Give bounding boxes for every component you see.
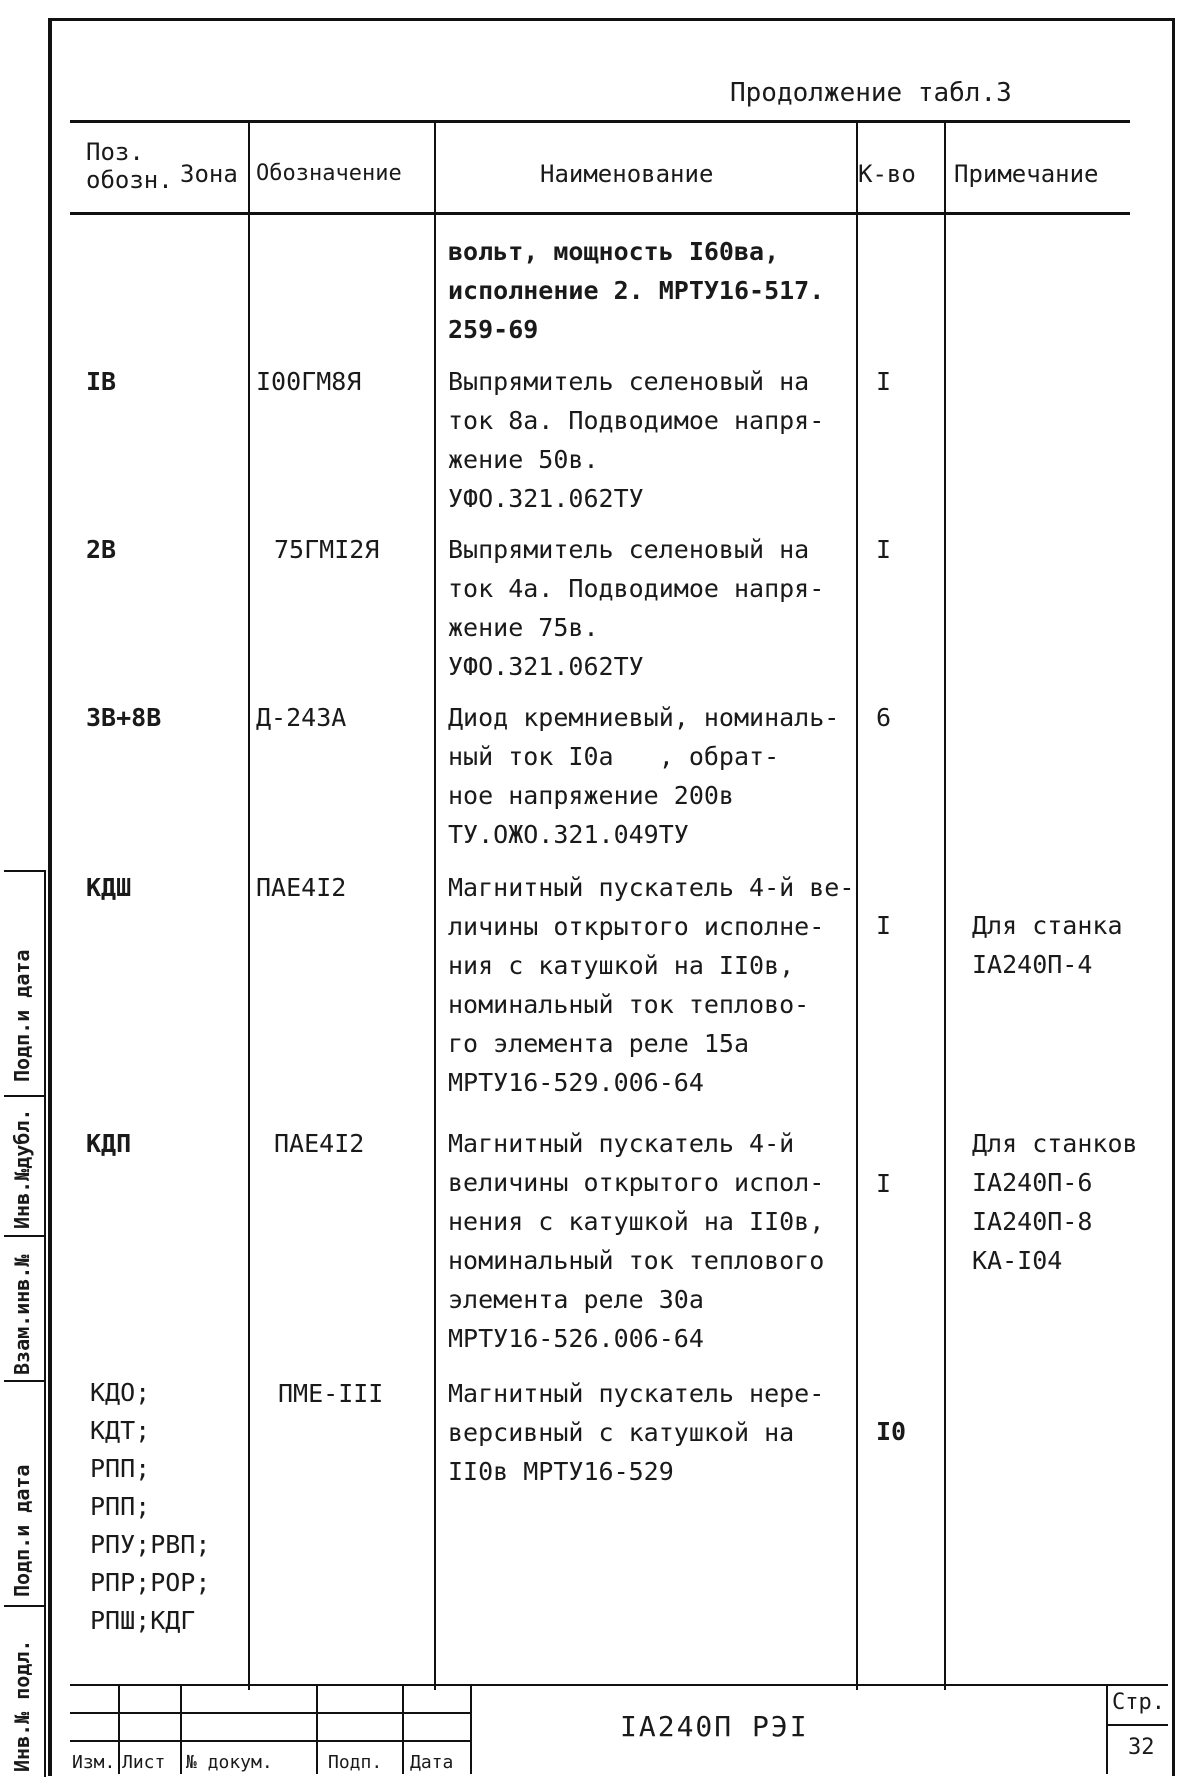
header-note: Примечание bbox=[954, 160, 1099, 188]
row-4-qty: I bbox=[876, 911, 892, 940]
col-divider-name bbox=[856, 120, 858, 1690]
header-bottom-border bbox=[70, 212, 1130, 215]
stamp-col-5 bbox=[470, 1684, 472, 1774]
row-1-name: Выпрямитель селеновый на ток 8а. Подводимое напря- жение 50в. УФО.321.062ТУ bbox=[448, 367, 825, 513]
row-1-qty: I bbox=[876, 367, 892, 396]
row-3-name: Диод кремниевый, номиналь- ный ток I0а , обрат- ное напряжение 200в ТУ.ОЖО.321.049ТУ bbox=[448, 703, 840, 849]
stamp-col-2 bbox=[180, 1684, 182, 1774]
stamp-row-line-1 bbox=[70, 1712, 470, 1714]
table-top-border bbox=[70, 120, 1130, 123]
side-label-sign-date-1: Подп.и дата bbox=[10, 1464, 34, 1597]
stamp-label-sheet: Лист bbox=[122, 1752, 166, 1773]
header-name: Наименование bbox=[540, 160, 714, 188]
stamp-col-1 bbox=[118, 1684, 120, 1774]
side-cell-dup bbox=[4, 1095, 46, 1237]
stamp-label-change: Изм. bbox=[72, 1752, 116, 1773]
row-2-pos: 2B bbox=[86, 535, 117, 564]
header-zone: Зона bbox=[180, 160, 238, 188]
side-cell-sign-date-2 bbox=[4, 870, 46, 1097]
page-number: 32 bbox=[1128, 1735, 1155, 1760]
header-designation: Обозначение bbox=[256, 161, 402, 186]
page-label: Стр. bbox=[1112, 1690, 1165, 1715]
row-4-designation: ПАЕ4I2 bbox=[256, 873, 347, 902]
side-label-orig: Инв.№ подл. bbox=[10, 1639, 34, 1772]
row-4-note: Для станка IА240П-4 bbox=[972, 911, 1123, 979]
header-pos: Поз. обозн. bbox=[86, 138, 173, 194]
header-qty: К-во bbox=[858, 160, 916, 188]
row-1-designation: I00ГМ8Я bbox=[256, 367, 362, 396]
row-3-pos: 3B+8B bbox=[86, 703, 162, 732]
row-3-designation: Д-243А bbox=[256, 703, 347, 732]
row-2-designation: 75ГМI2Я bbox=[274, 535, 380, 564]
side-cell-orig bbox=[4, 1605, 46, 1777]
row-4-name: Магнитный пускатель 4-й ве- личины открытого исполне- ния с катушкой на II0в, номинальный ток теплово- го элемента реле 15а МРТУ16-529.006-64 bbox=[448, 873, 855, 1097]
stamp-top-border bbox=[70, 1684, 1168, 1686]
side-label-replace: Взам.инв.№ bbox=[10, 1254, 34, 1375]
row-5-qty: I bbox=[876, 1169, 892, 1198]
side-label-sign-date-2: Подп.и дата bbox=[10, 949, 34, 1082]
col-divider-designation bbox=[434, 120, 436, 1690]
row-6-name: Магнитный пускатель нере- версивный с катушкой на II0в МРТУ16-529 bbox=[448, 1379, 825, 1486]
stamp-row-line-2 bbox=[70, 1740, 470, 1742]
stamp-col-6 bbox=[1106, 1684, 1108, 1774]
side-cell-sign-date-1 bbox=[4, 1380, 46, 1607]
document-code: IА240П РЭI bbox=[620, 1710, 809, 1743]
row-0-name: вольт, мощность I60ва, исполнение 2. МРТУ16-517. 259-69 bbox=[448, 237, 825, 344]
row-2-qty: I bbox=[876, 535, 892, 564]
col-divider-zone bbox=[248, 120, 250, 1690]
side-label-dup: Инв.№дубл. bbox=[10, 1108, 34, 1229]
row-6-designation: ПМЕ-III bbox=[278, 1379, 384, 1408]
row-5-name: Магнитный пускатель 4-й величины открытого испол- нения с катушкой на II0в, номинальный ток теплового элемента реле 30а МРТУ16-526.006-64 bbox=[448, 1129, 825, 1353]
row-4-pos: КДШ bbox=[86, 873, 132, 902]
continuation-label: Продолжение табл.3 bbox=[730, 78, 1012, 108]
side-registration-strip bbox=[0, 870, 46, 1775]
stamp-col-3 bbox=[316, 1684, 318, 1774]
row-5-pos: КДП bbox=[86, 1129, 132, 1158]
stamp-page-divider bbox=[1106, 1724, 1168, 1726]
side-cell-replace bbox=[4, 1235, 46, 1382]
row-3-qty: 6 bbox=[876, 703, 892, 732]
stamp-label-date: Дата bbox=[410, 1752, 454, 1773]
row-6-pos: КДО; КДТ; РПП; РПП; РПУ;РВП; РПР;РОР; РПШ;КДГ bbox=[90, 1378, 211, 1635]
row-2-name: Выпрямитель селеновый на ток 4а. Подводимое напря- жение 75в. УФО.321.062ТУ bbox=[448, 535, 825, 681]
row-6-qty: I0 bbox=[876, 1417, 907, 1446]
row-1-pos: IB bbox=[86, 367, 117, 396]
stamp-label-sign: Подп. bbox=[328, 1752, 383, 1773]
row-5-note: Для станков IА240П-6 IА240П-8 КА-I04 bbox=[972, 1129, 1138, 1275]
stamp-label-docnum: № докум. bbox=[186, 1752, 273, 1773]
row-5-designation: ПАЕ4I2 bbox=[274, 1129, 365, 1158]
stamp-col-4 bbox=[402, 1684, 404, 1774]
col-divider-qty bbox=[944, 120, 946, 1690]
